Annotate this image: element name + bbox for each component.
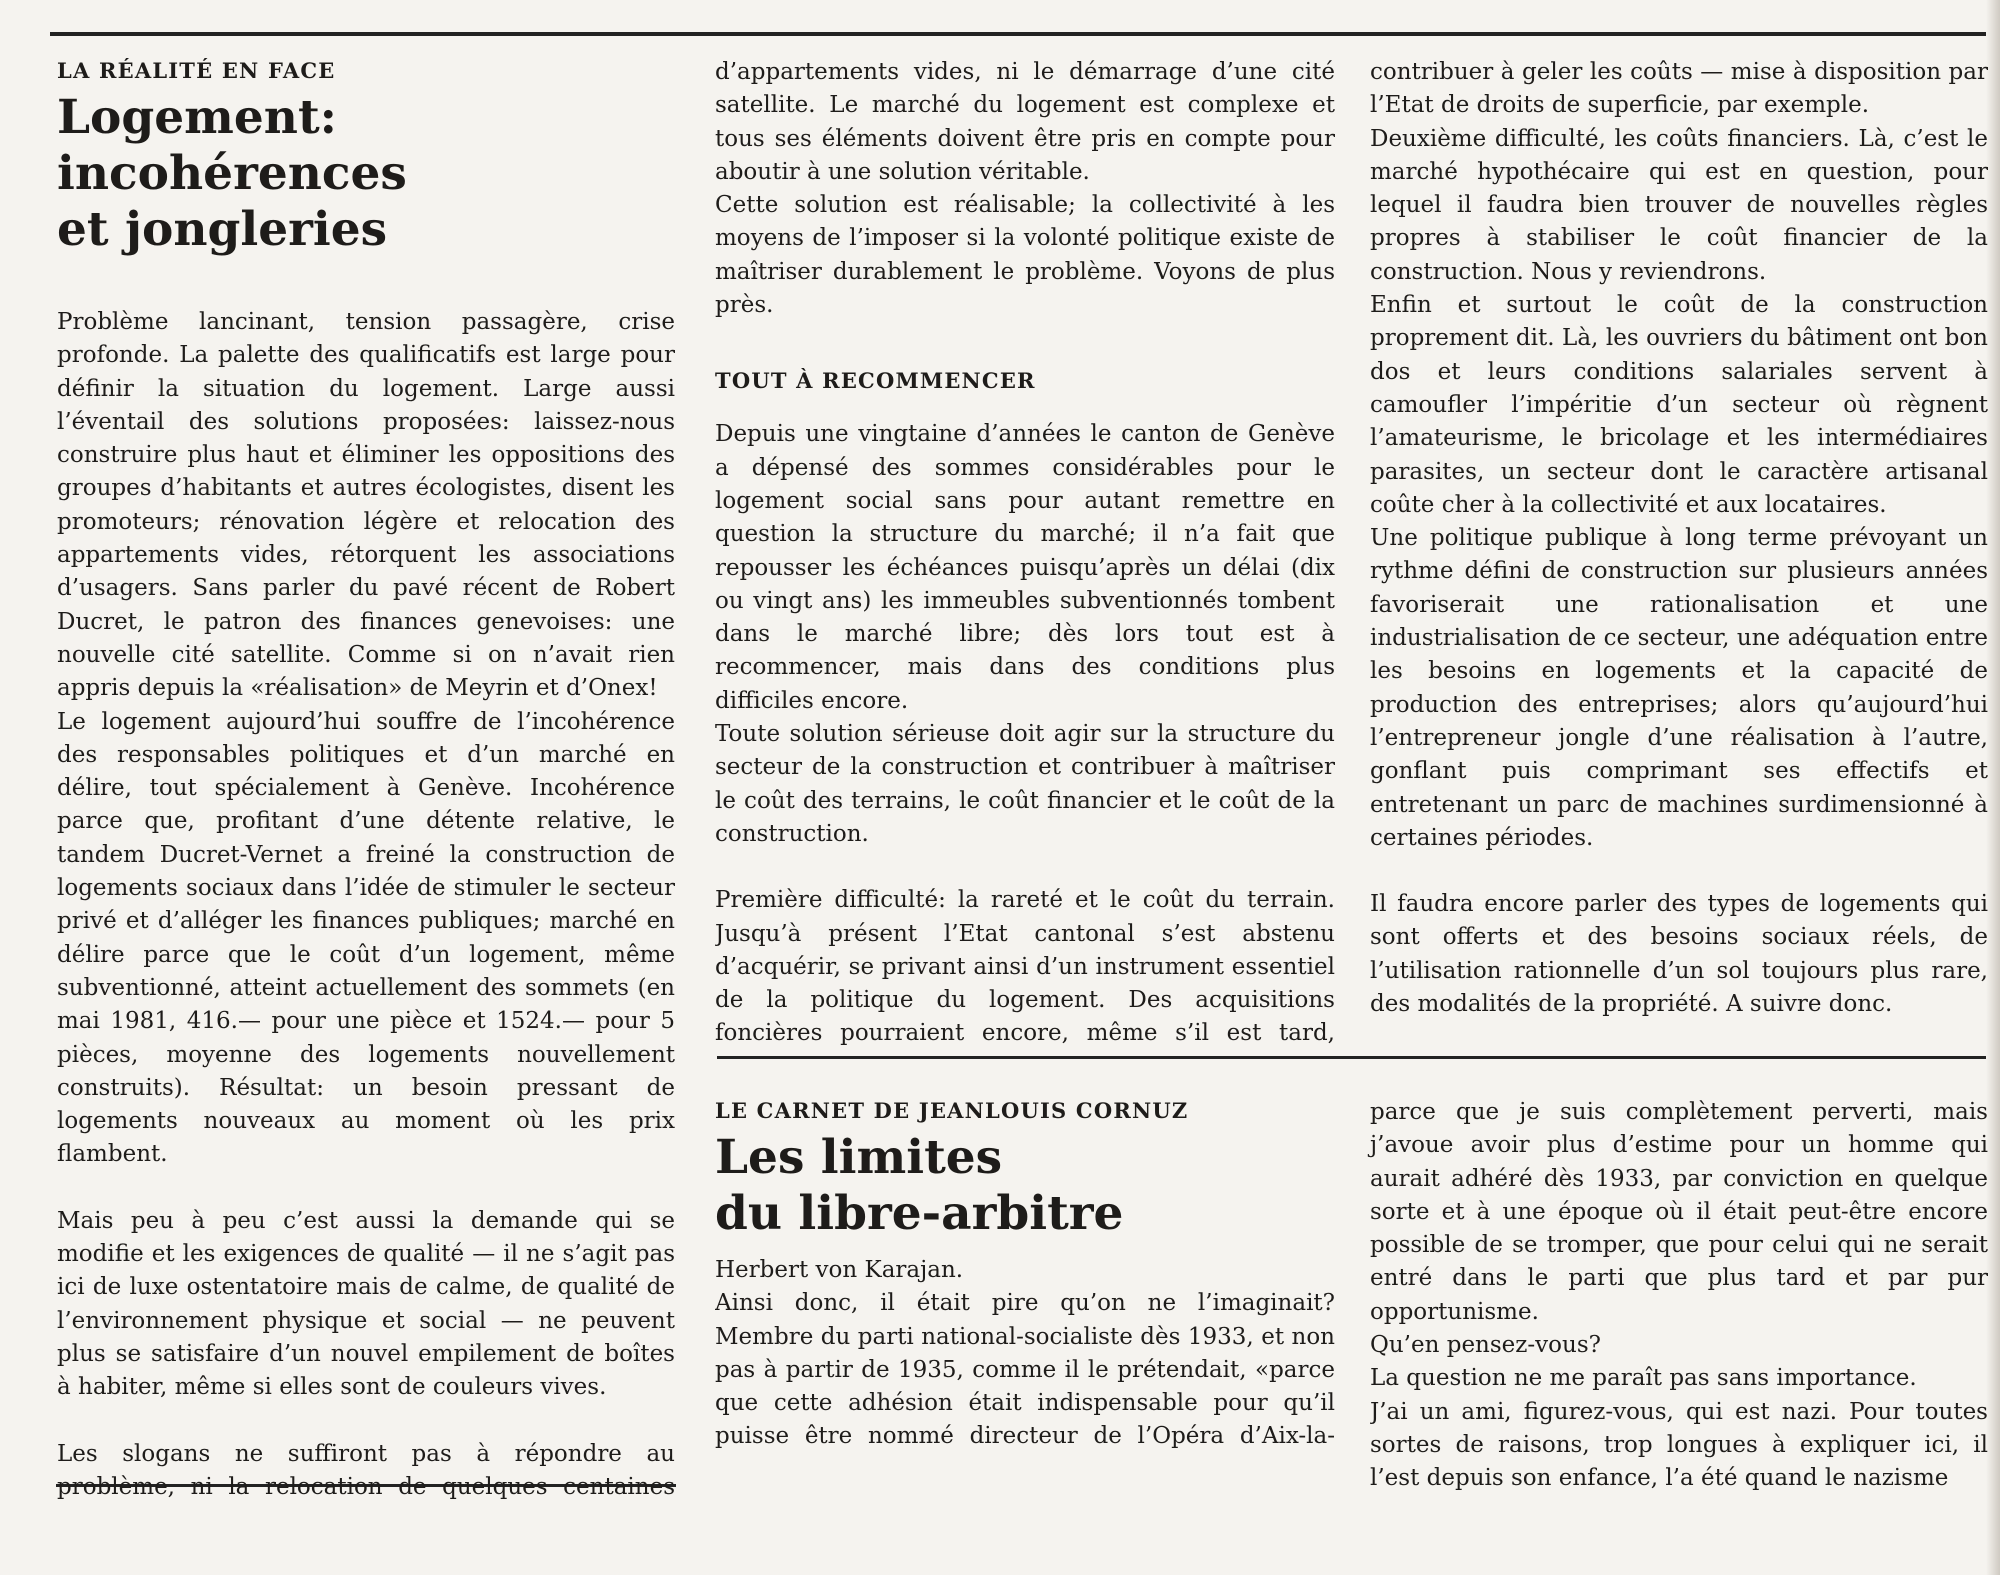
article1-paragraph: Problème lancinant, tension passagère, crise profonde. La palette des qualificatifs est large pour définir la situation du logement. Large aussi l’éventail des solutions proposées: laissez-nous construire plus haut et éliminer les oppositions des groupes d’habitants et autres écologistes, disent les promoteurs; rénovation légère et relocation des appartements vides, rétorquent les associations d’usagers. Sans parler du pavé récent de Robert Ducret, le patron des finances genevoises: une nouvelle cité satellite. Comme si on n’avait rien appris depuis la «réalisation» de Meyrin et d’Onex! bbox=[57, 309, 675, 702]
article1-paragraph: Depuis une vingtaine d’années le canton de Genève a dépensé des sommes considérables pour le logement social sans pour autant remettre en question la structure du marché; il n’a fait que repousser les échéances puisqu’après un délai (dix ou vingt ans) les immeubles subventionnés tombent dans le marché libre; dès lors tout est à recommencer, mais dans des conditions plus difficiles encore. bbox=[715, 421, 1335, 714]
article1-paragraph: Enfin et surtout le coût de la construction proprement dit. Là, les ouvriers du bâtiment ont bon dos et leurs conditions salariales servent à camoufler l’impéritie d’un secteur où règnent l’amateurisme, le bricolage et les intermédiaires parasites, un secteur dont le caractère artisanal coûte cher à la collectivité et aux locataires. bbox=[1370, 292, 1988, 518]
page-edge-shadow bbox=[1986, 0, 2000, 1575]
column-3-bottom bbox=[1370, 1096, 1988, 1496]
article2-paragraph-continued: parce que je suis complètement perverti, mais j’avoue avoir plus d’estime pour un homme qui aurait adhéré dès 1933, par conviction en quelque sorte et à une époque où il était peut-être encore possible de se tromper, que pour celui qui ne serait entré dans le parti que plus tard et par pur opportunisme. bbox=[1370, 1099, 1988, 1325]
article2-paragraph: Ainsi donc, il était pire qu’on ne l’imaginait? Membre du parti national-socialiste dès 1933, et non pas à partir de 1935, comme il le prétendait, «parce que cette adhésion était indispensable pour qu’il puisse être nommé directeur de l’Opéra d’Aix-la- bbox=[715, 1290, 1335, 1450]
article2-paragraph: J’ai un ami, figurez-vous, qui est nazi. Pour toutes sortes de raisons, trop longues à expliquer ici, il l’est depuis son enfance, l’a été quand le nazisme bbox=[1370, 1398, 1988, 1492]
article1-paragraph: Les slogans ne suffiront pas à répondre au problème, ni la relocation de quelques centaines bbox=[57, 1440, 675, 1500]
article2-kicker: LE CARNET DE JEANLOUIS CORNUZ bbox=[715, 1098, 1189, 1123]
article1-paragraph: Il faudra encore parler des types de logements qui sont offerts et des besoins sociaux réels, de l’utilisation rationnelle d’un sol toujours plus rare, des modalités de la propriété. A suivre donc. bbox=[1370, 891, 1988, 1018]
article2-paragraph: La question ne me paraît pas sans importance. bbox=[1370, 1365, 1917, 1392]
article2-title-line2: du libre-arbitre bbox=[715, 1186, 1124, 1241]
article1-paragraph: Mais peu à peu c’est aussi la demande qui se modifie et les exigences de qualité — il ne s’agit pas ici de luxe ostentatoire mais de calme, de qualité de l’environnement physique et social — ne peuvent plus se satisfaire d’un nouvel empilement de boîtes à habiter, même si elles sont de couleurs vives. bbox=[57, 1207, 675, 1401]
article1-title-line2: et jongleries bbox=[57, 202, 388, 257]
article1-paragraph: Deuxième difficulté, les coûts financiers. Là, c’est le marché hypothécaire qui est en question, pour lequel il faudra bien trouver de nouvelles règles propres à stabiliser le coût financier de la construction. Nous y reviendrons. bbox=[1370, 125, 1988, 285]
article2-title-line1: Les limites bbox=[715, 1130, 1003, 1185]
article1-paragraph: Cette solution est réalisable; la collectivité à les moyens de l’imposer si la volonté politique existe de maîtriser durablement le problème. Voyons de plus près. bbox=[715, 192, 1335, 319]
column-2-bottom bbox=[715, 1096, 1335, 1454]
article1-paragraph: Une politique publique à long terme prévoyant un rythme défini de construction sur plusieurs années favoriserait une rationalisation et une industrialisation de ce secteur, une adéquation entre les besoins en logements et la capacité de production des entreprises; alors qu’aujourd’hui l’entrepreneur jongle d’une réalisation à l’autre, gonflant puis comprimant ses effectifs et entretenant un parc de machines surdimensionné à certaines périodes. bbox=[1370, 525, 1988, 851]
article2-paragraph: Herbert von Karajan. bbox=[715, 1257, 964, 1283]
column-1 bbox=[57, 56, 675, 1505]
article1-title-line1: Logement: incohérences bbox=[57, 90, 407, 201]
article2-paragraph: Qu’en pensez-vous? bbox=[1370, 1332, 1601, 1359]
article1-paragraph: Toute solution sérieuse doit agir sur la structure du secteur de la construction et contribuer à maîtriser le coût des terrains, le coût financier et le coût de la construction. bbox=[715, 721, 1335, 847]
column-3-top bbox=[1370, 56, 1988, 1021]
column-2-top bbox=[715, 56, 1335, 1051]
article-divider-rule bbox=[717, 1056, 2000, 1059]
top-rule bbox=[50, 32, 2000, 36]
article1-paragraph: Le logement aujourd’hui souffre de l’incohérence des responsables politiques et d’un marché en délire, tout spécialement à Genève. Incohérence parce que, profitant d’une détente relative, le tandem Ducret-Vernet a freiné la construction de logements sociaux dans l’idée de stimuler le secteur privé et d’alléger les finances publiques; marché en délire parce que le coût d’un logement, même subventionné, atteint actuellement des sommets (en mai 1981, 416.— pour une pièce et 1524.— pour 5 pièces, moyenne des logements nouvellement construits). Résultat: un besoin pressant de logements nouveaux au moment où les prix flambent. bbox=[57, 708, 675, 1168]
article1-paragraph: Première difficulté: la rareté et le coût du terrain. Jusqu’à présent l’Etat cantonal s’est abstenu d’acquérir, se privant ainsi d’un instrument essentiel de la politique du logement. Des acquisitions foncières pourraient encore, même s’il est tard, bbox=[715, 887, 1335, 1047]
article2-headline bbox=[715, 1130, 1335, 1242]
article1-paragraph-continued: d’appartements vides, ni le démarrage d’une cité satellite. Le marché du logement est complexe et tous ses éléments doivent être pris en compte pour aboutir à une solution véritable. bbox=[715, 59, 1335, 185]
article1-paragraph-continued: contribuer à geler les coûts — mise à disposition par l’Etat de droits de superficie, par exemple. bbox=[1370, 59, 1988, 119]
article1-headline bbox=[57, 90, 675, 258]
article1-kicker: LA RÉALITÉ EN FACE bbox=[57, 58, 336, 83]
article1-subhead: TOUT À RECOMMENCER bbox=[715, 368, 1036, 394]
